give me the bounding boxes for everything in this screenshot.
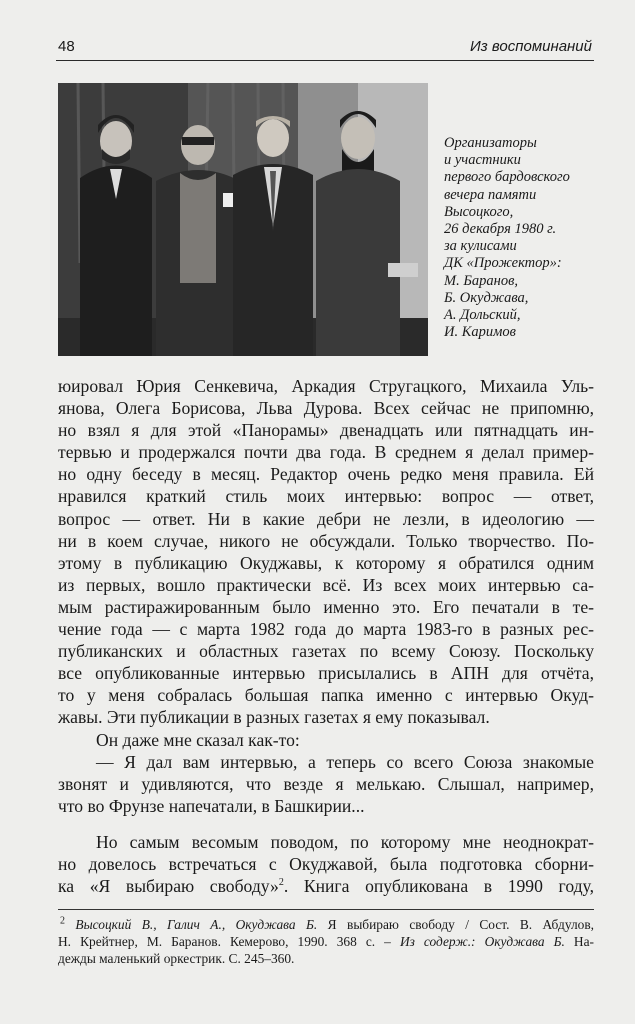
group-photo-illustration [58,83,428,356]
text-line: Он даже мне сказал как-то: [96,729,300,750]
caption-line: первого бардовского [444,169,570,186]
text-line: но одну беседу в месяц. Редактор очень редко меня правила. Ей [58,464,594,485]
text-line: то у меня собралась большая папка именно с интервью Окуд- [58,685,594,706]
page-header [56,36,594,61]
text-line: тервью и продержался почти два года. В среднем я делал пример- [58,442,594,463]
paragraph-1 [58,375,594,729]
footnote-authors: Высоцкий В., Галич А., Окуджава Б. [75,917,318,932]
paragraph-3 [58,751,594,817]
text-line: но довелось встречаться с Окуджавой, была подготовка сборни- [58,853,594,874]
text-line: нравился краткий стиль моих интервью: вопрос — ответ, [58,486,594,507]
text-line: янова, Олега Борисова, Льва Дурова. Всех сейчас не припомню, [58,398,594,419]
text-line-with-footnote [58,875,594,897]
text-line: жавы. Эти публикации в разных газетах я ему показывал. [58,707,490,728]
caption-line: И. Каримов [444,324,516,341]
caption-line: Высоцкого, [444,203,514,220]
text-fragment: . Книга опубликована в 1990 году, [283,876,594,897]
paragraph-gap [58,817,594,831]
footnote-line: дежды маленький оркестрик. С. 245–360. [58,951,295,966]
footnote-reference[interactable]: 2 [278,877,284,889]
text-line: звонят и удивляются, что везде я мелькаю. Слышал, например, [58,773,594,794]
caption-line: А. Дольский, [444,307,521,324]
paragraph-4 [58,831,594,897]
text-line: вопрос — ответ. Ни в какие дебри не лезли, в идеологию — [58,508,594,529]
text-line: ни в коем случае, никого не обсуждали. Только творчество. По- [58,530,594,551]
footnote-title: Я выбираю свободу / Сост. В. Абдулов, [317,917,594,932]
footnote-text: Н. Крейтнер, М. Баранов. Кемерово, 1990. 368 с. – [58,934,400,949]
footnote-mark: 2 [60,915,65,927]
caption-line: вечера памяти [444,186,537,203]
caption-line: и участники [444,152,521,169]
text-line: все опубликованные интервью присылались в АПН для отчёта, [58,663,594,684]
text-line: Но самым весомым поводом, по которому мне неоднократ- [96,831,594,852]
paragraph-2 [58,729,594,751]
footnote-line [58,933,594,950]
caption-line: Б. Окуджава, [444,289,529,306]
text-line: но взял я для этой «Панорамы» двенадцать или пятнадцать ин- [58,420,594,441]
text-line: чение года — с марта 1982 года до марта 1983-го в разных рес- [58,619,594,640]
text-line: мым растиражированным было именно это. Его печатали в те- [58,596,594,617]
caption-line: за кулисами [444,238,517,255]
caption-line: М. Баранов, [444,272,518,289]
body-text [58,375,594,897]
text-line: — Я дал вам интервью, а теперь со всего Союза знакомые [96,751,594,772]
group-photo [58,83,428,356]
text-line: юировал Юрия Сенкевича, Аркадия Стругацкого, Михаила Уль- [58,376,594,396]
footnote-text: На- [564,934,594,949]
footnote-line [58,916,594,933]
text-line: этому в публикацию Окуджавы, к которому я обратился одним [58,552,594,573]
text-line: что во Фрунзе напечатали, в Башкирии... [58,795,365,816]
caption-line: ДК «Прожектор»: [444,255,562,272]
footnote-divider [58,909,594,910]
footnote-contents: Из содерж.: Окуджава Б. [399,934,565,949]
caption-line: Организаторы [444,135,537,151]
running-head: Из воспоминаний [470,38,592,55]
text-fragment: ка «Я выбираю свободу» [58,876,279,897]
caption-line: 26 декабря 1980 г. [444,221,557,238]
footnote [58,916,594,967]
photo-caption [444,135,594,341]
text-line: публиканских и областных газетах по всему Союзу. Поскольку [58,641,594,662]
text-line: из первых, вошло практически всё. Из всех моих интервью са- [58,574,594,595]
page-number: 48 [58,38,75,55]
